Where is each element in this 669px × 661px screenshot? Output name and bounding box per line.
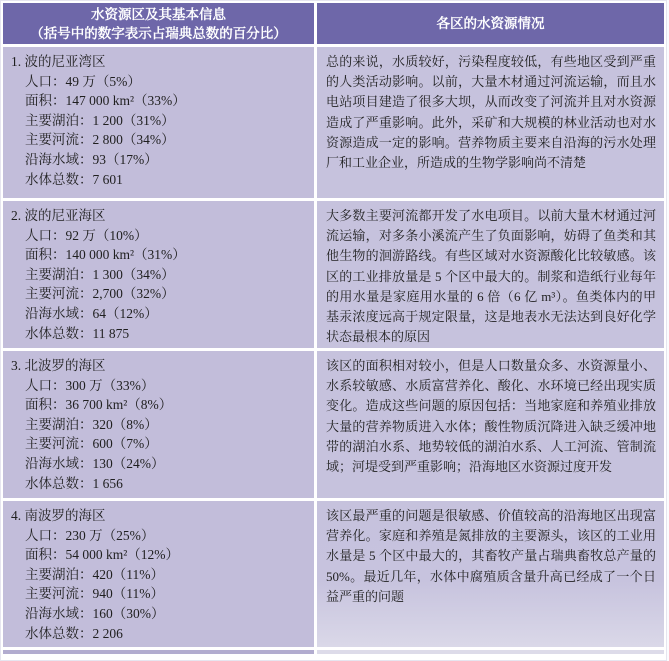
- stat-line: 人口：92 万（10%）: [25, 227, 148, 243]
- stat-line: 面积：140 000 km²（31%）: [25, 247, 186, 263]
- stat-line: 主要湖泊：420（11%）: [25, 566, 164, 582]
- stat-line: 沿海水域：130（24%）: [25, 455, 165, 471]
- stat-line: 水体总数：2 206: [25, 625, 123, 641]
- stat-line: 主要河流：2,700（32%）: [25, 286, 175, 302]
- stat-line: 人口：49 万（5%）: [25, 73, 141, 89]
- region-description-cell: [317, 351, 664, 498]
- stat-line: 沿海水域：64（12%）: [25, 305, 158, 321]
- stat-line: 主要河流：940（11%）: [25, 586, 164, 602]
- region-info-cell: [3, 47, 314, 198]
- region-title: 2. 波的尼亚海区: [11, 208, 106, 223]
- stat-line: 主要湖泊：1 200（31%）: [25, 112, 175, 128]
- header-left-line1: 水资源区及其基本信息: [91, 6, 226, 22]
- stat-line: 沿海水域：93（17%）: [25, 151, 158, 167]
- region-info-cell: [3, 501, 314, 647]
- region-description-cell: [317, 47, 664, 198]
- region-info-cell: [3, 201, 314, 348]
- stat-line: 人口：230 万（25%）: [25, 527, 155, 543]
- stat-line: 面积：36 700 km²（8%）: [25, 397, 173, 413]
- stat-line: 主要湖泊：1 300（34%）: [25, 266, 175, 282]
- region-description: 该区最严重的问题是很敏感、价值较高的沿海地区出现富营养化。家庭和养殖是氮排放的主要源头，该区的工业用水量是 5 个区中最大的，其畜牧产量占瑞典畜牧总产量的 50%。最近几年，水体中腐殖质含量升高已经成了一个日益严重的问题: [326, 508, 656, 604]
- region-title: 4. 南波罗的海区: [11, 508, 106, 523]
- stat-line: 水体总数：1 656: [25, 475, 123, 491]
- region-description-cell: [317, 501, 664, 647]
- stat-line: 水体总数：7 601: [25, 171, 123, 187]
- region-title: 3. 北波罗的海区: [11, 358, 106, 373]
- stat-line: 水体总数：11 875: [25, 325, 130, 341]
- region-title: 1. 波的尼亚湾区: [11, 54, 106, 69]
- row5-stub-left: [3, 650, 314, 654]
- region-description: 该区的面积相对较小，但是人口数量众多、水资源量小、水系较敏感、水质富营养化、酸化、水环境已经出现实质变化。造成这些问题的原因包括：当地家庭和养殖业排放大量的营养物质进入水体；酸性物质沉降进入缺乏缓冲地带的湖泊水系、地势较低的湖泊水系、人工河流、管制流域；河堤受到严重影响；沿海地区水资源过度开发: [326, 358, 656, 475]
- stat-line: 面积：54 000 km²（12%）: [25, 547, 180, 563]
- header-left-line2: （括号中的数字表示占瑞典总数的百分比）: [30, 25, 287, 41]
- region-description-cell: [317, 201, 664, 348]
- header-right-label: 各区的水资源情况: [436, 16, 545, 31]
- header-right-cell: [317, 3, 664, 44]
- stat-line: 主要河流：600（7%）: [25, 436, 158, 452]
- header-left-cell: [3, 3, 314, 44]
- row5-stub-right: [317, 650, 664, 654]
- stat-line: 面积：147 000 km²（33%）: [25, 93, 186, 109]
- stat-line: 主要河流：2 800（34%）: [25, 132, 175, 148]
- stat-line: 主要湖泊：320（8%）: [25, 416, 158, 432]
- stat-line: 人口：300 万（33%）: [25, 377, 155, 393]
- region-description: 总的来说，水质较好，污染程度较低，有些地区受到严重的人类活动影响。以前，大量木材通过河流运输，而且水电站项目建造了很多大坝，从而改变了河流并且对水资源造成了严重影响。此外，采矿和大规模的林业活动也对水资源造成一定的影响。营养物质主要来自沿海的污水处理厂和工业企业，所造成的生物学影响尚不清楚: [326, 54, 656, 171]
- region-description: 大多数主要河流都开发了水电项目。以前大量木材通过河流运输，对多条小溪流产生了负面影响，妨碍了鱼类和其他生物的洄游路线。有些区域对水资源酸化比较敏感。该区的工业排放量是 5 个区中最大的。制浆和造纸行业每年的用水量是家庭用水量的 6 倍（6 亿 m³）。鱼类体内的甲基汞浓度远高于规定限量，这是地表水无法达到良好化学状态最根本的原因: [326, 208, 656, 345]
- stat-line: 沿海水域：160（30%）: [25, 605, 165, 621]
- region-info-cell: [3, 351, 314, 498]
